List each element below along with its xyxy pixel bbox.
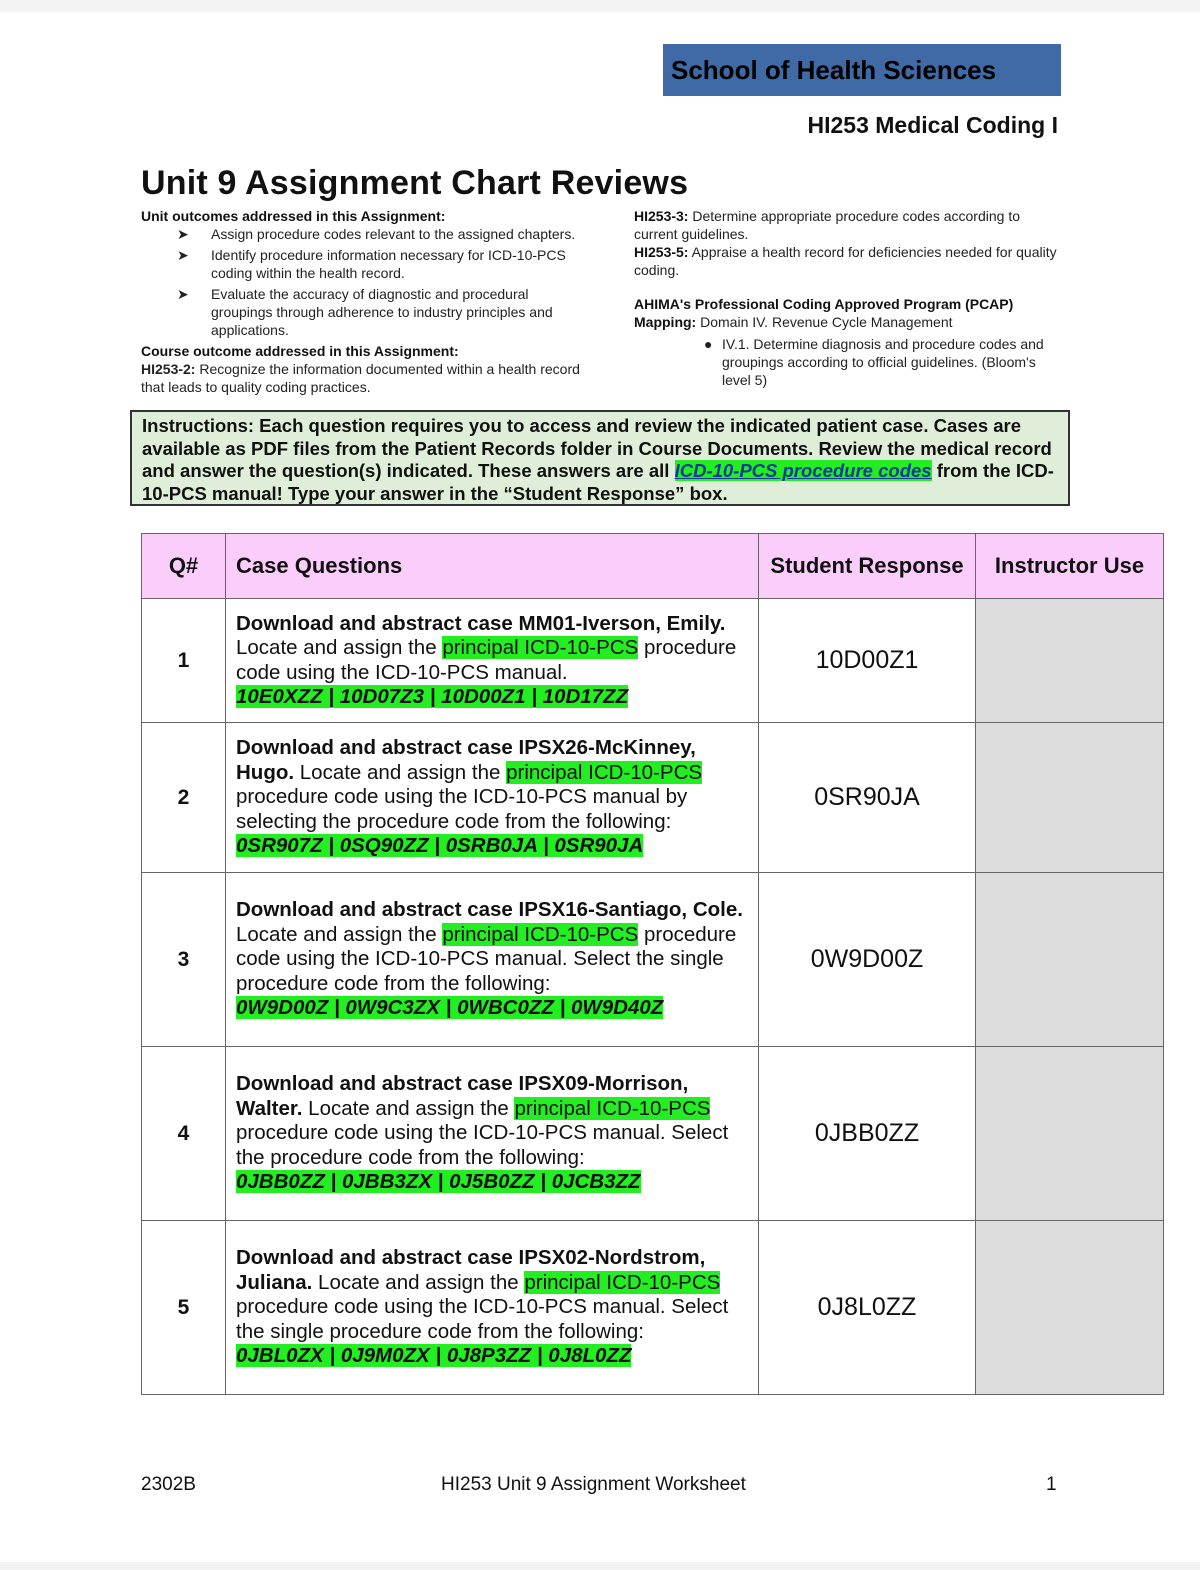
unit-outcome-item: ➤ Assign procedure codes relevant to the assigned chapters. — [177, 226, 576, 242]
question-text: Download and abstract case IPSX09-Morrison, Walter. Locate and assign the principal ICD-10-PCS procedure code using the ICD-10-PCS manual. Select the procedure code from the following: 0JBB0ZZ | 0JBB3ZX | 0J5B0ZZ | 0JCB3ZZ — [226, 1047, 759, 1221]
table-row — [142, 1047, 1164, 1221]
student-response-field[interactable]: 0JBB0ZZ — [759, 1047, 976, 1221]
question-number: 5 — [142, 1221, 226, 1395]
case-questions-table — [141, 533, 1164, 1395]
table-header-row — [142, 534, 1164, 599]
instructor-use-cell — [976, 723, 1164, 873]
col-header-case-questions: Case Questions — [226, 534, 759, 599]
footer-version: 2302B — [141, 1474, 196, 1495]
table-row — [142, 723, 1164, 873]
course-outcome-heading: Course outcome addressed in this Assignment: — [141, 343, 459, 359]
right-outcomes-section — [634, 207, 1064, 389]
unit-outcome-item: ➤ Identify procedure information necessary for ICD-10-PCS coding within the health record. — [177, 247, 566, 281]
student-response-field[interactable]: 0W9D00Z — [759, 873, 976, 1047]
instructor-use-cell — [976, 1221, 1164, 1395]
code-choices: 0SR907Z | 0SQ90ZZ | 0SRB0JA | 0SR90JA — [236, 834, 644, 858]
arrow-bullet-icon: ➤ — [177, 286, 189, 302]
icd-10-pcs-link[interactable]: ICD-10-PCS procedure codes — [674, 460, 932, 481]
student-response-field[interactable]: 0J8L0ZZ — [759, 1221, 976, 1395]
table-row — [142, 599, 1164, 723]
instructor-use-cell — [976, 873, 1164, 1047]
arrow-bullet-icon: ➤ — [177, 247, 189, 263]
ahima-bullet: ● IV.1. Determine diagnosis and procedure codes and groupings according to official guidelines. (Bloom's level 5) — [704, 336, 1044, 388]
unit-outcomes-heading: Unit outcomes addressed in this Assignment: — [141, 208, 446, 224]
footer-title: HI253 Unit 9 Assignment Worksheet — [441, 1474, 746, 1495]
ahima-mapping: AHIMA's Professional Coding Approved Program (PCAP) Mapping: Domain IV. Revenue Cycle Management — [634, 296, 1014, 330]
page-number: 1 — [1046, 1474, 1057, 1495]
question-text: Download and abstract case IPSX16-Santiago, Cole. Locate and assign the principal ICD-10-PCS procedure code using the ICD-10-PCS manual. Select the single procedure code from the following: 0W9D00Z | 0W9C3ZX | 0WBC0ZZ | 0W9D40Z — [226, 873, 759, 1047]
bullet-icon: ● — [704, 336, 713, 352]
course-title: HI253 Medical Coding I — [807, 112, 1058, 138]
question-text: Download and abstract case IPSX26-McKinney, Hugo. Locate and assign the principal ICD-10-PCS procedure code using the ICD-10-PCS manual by selecting the procedure code from the following: 0SR907Z | 0SQ90ZZ | 0SRB0JA | 0SR90JA — [226, 723, 759, 873]
instructor-use-cell — [976, 599, 1164, 723]
unit-outcomes-section — [141, 207, 581, 396]
instructor-use-cell — [976, 1047, 1164, 1221]
code-choices: 10E0XZZ | 10D07Z3 | 10D00Z1 | 10D17ZZ — [236, 685, 629, 708]
code-choices: 0JBL0ZX | 0J9M0ZX | 0J8P3ZZ | 0J8L0ZZ — [236, 1344, 632, 1368]
code-choices: 0W9D00Z | 0W9C3ZX | 0WBC0ZZ | 0W9D40Z — [236, 996, 664, 1020]
course-outcome-text: HI253-2: Recognize the information documented within a health record that leads to quality coding practices. — [141, 361, 580, 395]
page-title: Unit 9 Assignment Chart Reviews — [141, 164, 689, 202]
question-text: Download and abstract case IPSX02-Nordstrom, Juliana. Locate and assign the principal ICD-10-PCS procedure code using the ICD-10-PCS manual. Select the single procedure code from the following: 0JBL0ZX | 0J9M0ZX | 0J8P3ZZ | 0J8L0ZZ — [226, 1221, 759, 1395]
table-row — [142, 873, 1164, 1047]
student-response-field[interactable]: 0SR90JA — [759, 723, 976, 873]
outcome-hi253-3: HI253-3: Determine appropriate procedure codes according to current guidelines. — [634, 208, 1020, 242]
question-number: 1 — [142, 599, 226, 723]
code-choices: 0JBB0ZZ | 0JBB3ZX | 0J5B0ZZ | 0JCB3ZZ — [236, 1170, 641, 1194]
arrow-bullet-icon: ➤ — [177, 226, 189, 242]
question-text: Download and abstract case MM01-Iverson, Emily. Locate and assign the principal ICD-10-PCS procedure code using the ICD-10-PCS manual. 10E0XZZ | 10D07Z3 | 10D00Z1 | 10D17ZZ — [226, 599, 759, 723]
question-number: 4 — [142, 1047, 226, 1221]
col-header-instructor-use: Instructor Use — [976, 534, 1164, 599]
question-number: 2 — [142, 723, 226, 873]
instructions-box: Instructions: Each question requires you to access and review the indicated patient case. Cases are available as PDF files from the Patient Records folder in Course Documents. Review the medical record and answer the question(s) indicated. These answers are all ICD-10-PCS procedure codes from the ICD-10-PCS manual! Type your answer in the “Student Response” box. — [130, 410, 1070, 506]
table-row — [142, 1221, 1164, 1395]
col-header-student-response: Student Response — [759, 534, 976, 599]
school-banner: School of Health Sciences — [663, 44, 1061, 96]
outcome-hi253-5: HI253-5: Appraise a health record for deficiencies needed for quality coding. — [634, 244, 1057, 278]
unit-outcomes-list — [141, 225, 581, 339]
unit-outcome-item: ➤ Evaluate the accuracy of diagnostic and procedural groupings through adherence to industry principles and applications. — [177, 286, 553, 338]
col-header-qnum: Q# — [142, 534, 226, 599]
document-page — [0, 12, 1200, 1562]
student-response-field[interactable]: 10D00Z1 — [759, 599, 976, 723]
question-number: 3 — [142, 873, 226, 1047]
